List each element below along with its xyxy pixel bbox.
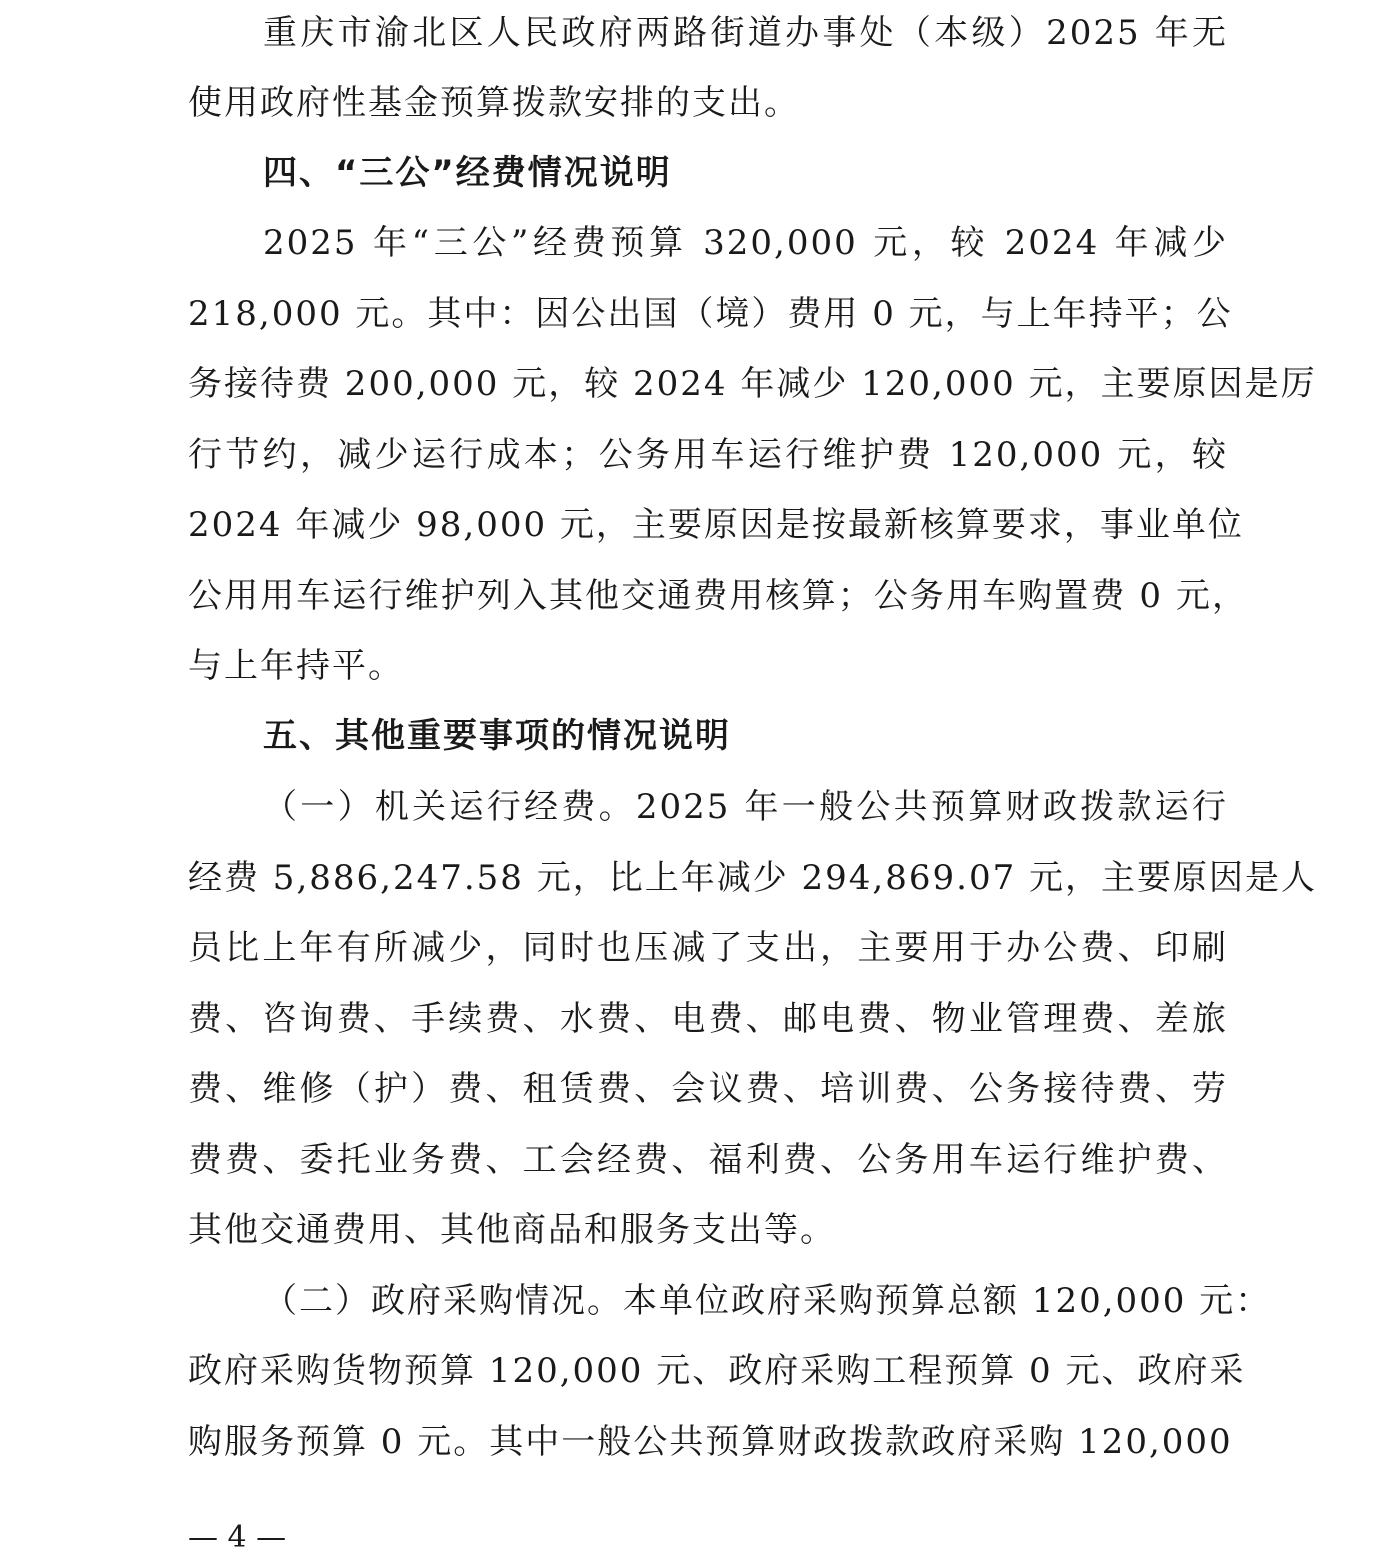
paragraph-line: 费、咨询费、手续费、水费、电费、邮电费、物业管理费、差旅 xyxy=(188,999,1228,1039)
section-heading-other-matters: 五、其他重要事项的情况说明 xyxy=(263,716,731,756)
paragraph-line: （一）机关运行经费。2025 年一般公共预算财政拨款运行 xyxy=(263,787,1228,827)
paragraph-line: 政府采购货物预算 120,000 元、政府采购工程预算 0 元、政府采 xyxy=(188,1351,1246,1391)
paragraph-line: 与上年持平。 xyxy=(188,646,404,686)
paragraph-line: （二）政府采购情况。本单位政府采购预算总额 120,000 元： xyxy=(263,1281,1272,1321)
paragraph-line: 费费、委托业务费、工会经费、福利费、公务用车运行维护费、 xyxy=(188,1140,1228,1180)
paragraph-line: 务接待费 200,000 元，较 2024 年减少 120,000 元，主要原因是厉 xyxy=(188,364,1317,404)
paragraph-line: 其他交通费用、其他商品和服务支出等。 xyxy=(188,1210,836,1250)
section-heading-three-public-expenses: 四、“三公”经费情况说明 xyxy=(263,153,672,193)
paragraph-line: 2024 年减少 98,000 元，主要原因是按最新核算要求，事业单位 xyxy=(188,505,1244,545)
page-number: — 4 — xyxy=(188,1520,287,1555)
paragraph-line: 行节约，减少运行成本；公务用车运行维护费 120,000 元，较 xyxy=(188,435,1228,475)
paragraph-line: 重庆市渝北区人民政府两路街道办事处（本级）2025 年无 xyxy=(263,13,1228,53)
paragraph-line: 218,000 元。其中：因公出国（境）费用 0 元，与上年持平；公 xyxy=(188,294,1233,334)
paragraph-line: 经费 5,886,247.58 元，比上年减少 294,869.07 元，主要原因是人 xyxy=(188,858,1318,898)
paragraph-line: 使用政府性基金预算拨款安排的支出。 xyxy=(188,83,800,123)
paragraph-line: 2025 年“三公”经费预算 320,000 元，较 2024 年减少 xyxy=(263,223,1228,263)
paragraph-line: 费、维修（护）费、租赁费、会议费、培训费、公务接待费、劳 xyxy=(188,1069,1228,1109)
paragraph-line: 员比上年有所减少，同时也压减了支出，主要用于办公费、印刷 xyxy=(188,928,1228,968)
paragraph-line: 公用用车运行维护列入其他交通费用核算；公务用车购置费 0 元， xyxy=(188,576,1248,616)
paragraph-line: 购服务预算 0 元。其中一般公共预算财政拨款政府采购 120,000 xyxy=(188,1422,1233,1462)
